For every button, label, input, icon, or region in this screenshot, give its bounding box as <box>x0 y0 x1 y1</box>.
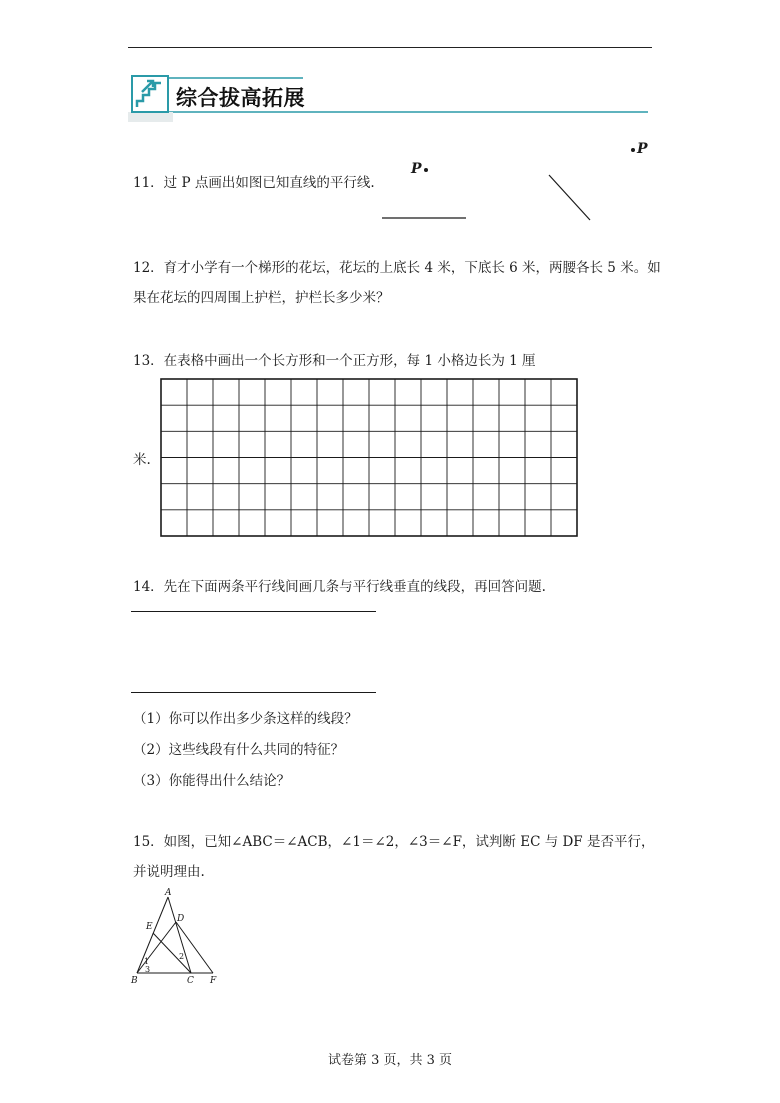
q11-slanted-line <box>549 175 590 220</box>
question-14-sub3: （3）你能得出什么结论？ <box>133 773 291 789</box>
question-14-sub1: （1）你可以作出多少条这样的线段？ <box>133 711 358 727</box>
label-B: B <box>131 976 138 986</box>
header-rule <box>128 47 652 48</box>
q11-point-label-a: P <box>411 161 422 177</box>
q14-parallel-line-top <box>131 611 376 612</box>
stairs-arrow-icon <box>132 76 168 112</box>
label-C: C <box>187 976 194 986</box>
question-14-text: 14．先在下面两条平行线间画几条与平行线垂直的线段，再回答问题. <box>133 579 546 595</box>
question-12-line1: 12．育才小学有一个梯形的花坛，花坛的上底长 4 米，下底长 6 米，两腰各长 5 米。如 <box>133 260 661 276</box>
question-15-line1: 15．如图，已知∠ABC＝∠ACB，∠1＝∠2，∠3＝∠F，试判断 EC 与 DF 是否平行， <box>133 834 655 850</box>
label-E: E <box>146 922 153 932</box>
label-A: A <box>165 888 172 898</box>
segment-DF <box>176 922 213 973</box>
q15-triangle-figure <box>125 885 230 990</box>
question-15-line2: 并说明理由. <box>133 864 205 880</box>
label-D: D <box>177 914 185 924</box>
banner-shadow <box>128 112 173 122</box>
question-13-text: 13．在表格中画出一个长方形和一个正方形，每 1 小格边长为 1 厘 <box>133 353 536 369</box>
q11-point-label-b: P <box>637 141 648 157</box>
label-F: F <box>210 976 217 986</box>
q14-parallel-line-bottom <box>131 692 376 693</box>
q11-figure <box>370 140 660 230</box>
angle-label-2: 2 <box>179 952 185 961</box>
question-13-tail: 米. <box>133 452 151 468</box>
question-11-text: 11．过 P 点画出如图已知直线的平行线. <box>133 175 375 191</box>
question-12-line2: 果在花坛的四周围上护栏，护栏长多少米？ <box>133 290 390 306</box>
q11-point-b <box>631 148 635 152</box>
question-14-sub2: （2）这些线段有什么共同的特征？ <box>133 742 345 758</box>
q11-point-a <box>424 168 428 172</box>
q13-grid[interactable] <box>160 378 580 540</box>
angle-label-1: 1 <box>144 957 150 966</box>
angle-label-3: 3 <box>145 965 151 974</box>
segment-BD <box>137 922 176 973</box>
page-footer: 试卷第 3 页，共 3 页 <box>327 1053 453 1068</box>
segment-AB <box>137 897 168 973</box>
section-title: 综合拔高拓展 <box>176 86 305 110</box>
